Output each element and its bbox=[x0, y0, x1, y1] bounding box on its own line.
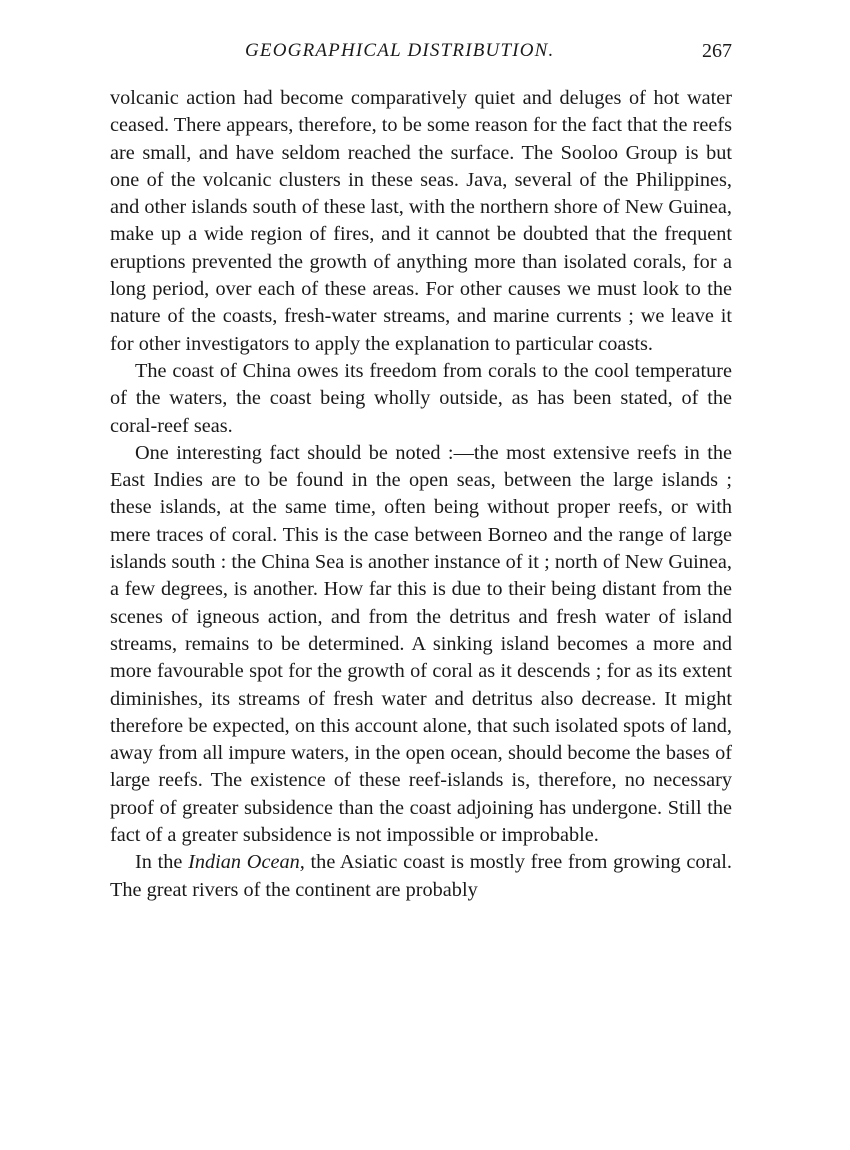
page-number: 267 bbox=[702, 40, 732, 62]
paragraph-volcanic-action: volcanic action had become comparatively quiet and deluges of hot water ceased. There appears, therefore, to be some reason for the fact that the reefs are small, and have seldom reached the surface. The Sooloo Group is but one of the volcanic clusters in these seas. Java, several of the Philippines, and other islands south of these last, with the northern shore of New Guinea, make up a wide region of fires, and it cannot be doubted that the frequent eruptions prevented the growth of anything more than isolated corals, for a long period, over each of these areas. For other causes we must look to the nature of the coasts, fresh-water streams, and marine currents ; we leave it for other investigators to apply the explanation to particular coasts. bbox=[110, 87, 732, 355]
paragraph-indian-ocean bbox=[110, 849, 732, 904]
paragraph-china-coast: The coast of China owes its freedom from corals to the cool temperature of the waters, the coast being wholly outside, as has been stated, of the coral-reef seas. bbox=[110, 359, 732, 437]
paragraph-east-indies-reefs: One interesting fact should be noted :—the most extensive reefs in the East Indies are to be found in the open seas, between the large islands ; these islands, at the same time, often being without proper reefs, or with mere traces of coral. This is the case between Borneo and the range of large islands south : the China Sea is another instance of it ; north of New Guinea, a few degrees, is another. How far this is due to their being distant from the scenes of igneous action, and from the detritus and fresh water of island streams, remains to be determined. A sinking island becomes a more and more favourable spot for the growth of coral as it descends ; for as its extent diminishes, its streams of fresh water and detritus also decrease. It might therefore be expected, on this account alone, that such isolated spots of land, away from all impure waters, in the open ocean, should become the bases of large reefs. The existence of these reef-islands is, therefore, no necessary proof of greater subsidence than the coast adjoining has undergone. Still the fact of a greater subsidence is not impossible or improbable. bbox=[110, 441, 732, 847]
running-title: GEOGRAPHICAL DISTRIBUTION. bbox=[245, 40, 555, 61]
indian-ocean-emphasis: Indian Ocean, bbox=[188, 851, 305, 874]
running-head bbox=[110, 40, 732, 70]
paragraph-indian-ocean-rest: the Asiatic coast is mostly free from growing coral. The great rivers of the continent are probably bbox=[110, 851, 732, 901]
paragraph-indian-ocean-lead: In the bbox=[135, 851, 189, 874]
book-page bbox=[110, 40, 732, 904]
body-text bbox=[110, 85, 732, 904]
